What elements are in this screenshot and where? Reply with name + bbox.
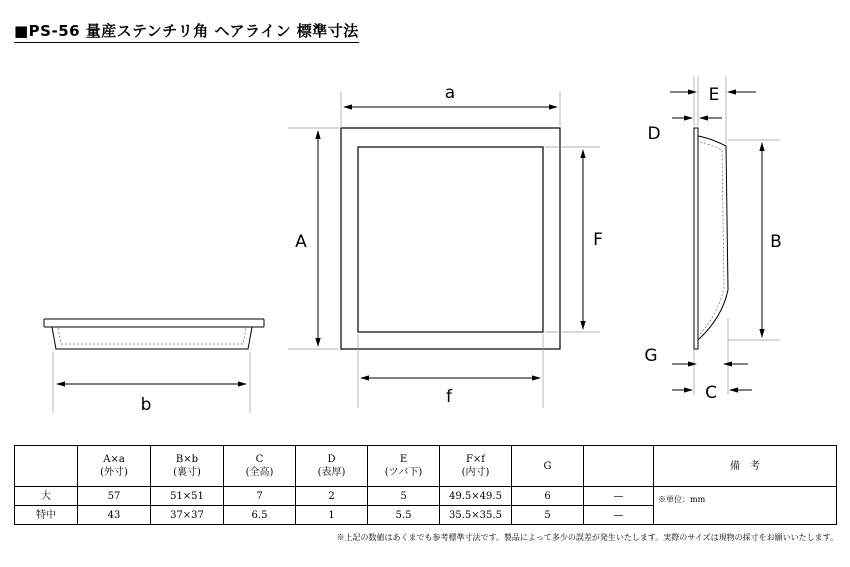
footnote: ※上記の数値はあくまでも参考標準寸法です。製品によって多少の誤差が発生いたします。実際のサイズは現物の採寸をお願いいたします。 <box>336 533 838 542</box>
side-profile-view <box>44 319 264 415</box>
table-cell: 6.5 <box>224 506 296 525</box>
dimension-label-C: C <box>705 383 717 403</box>
dimension-label-f: f <box>446 387 452 407</box>
table-cell: 51×51 <box>151 487 224 506</box>
header-cell-inner-size: F×f (内寸) <box>440 446 512 487</box>
dimension-label-b: b <box>140 395 152 415</box>
header-cell-outer-size: A×a (外寸) <box>78 446 151 487</box>
remarks-note: ※単位：mm <box>654 487 837 525</box>
page-title: ■PS-56 量産ステンチリ角 ヘアライン 標準寸法 <box>14 20 359 43</box>
front-view <box>288 83 603 408</box>
header-cell-face-thickness: D (表厚) <box>296 446 368 487</box>
header-cell-g: G <box>512 446 584 487</box>
header-cell-blank <box>584 446 654 487</box>
table-cell: — <box>584 487 654 506</box>
row-size-label: 大 <box>15 487 78 506</box>
header-cell-total-height: C (全高) <box>224 446 296 487</box>
dimension-label-E: E <box>708 85 720 105</box>
row-size-label: 特中 <box>15 506 78 525</box>
table-header-row <box>15 446 837 487</box>
table-cell: 57 <box>78 487 151 506</box>
dimension-label-D: D <box>647 124 661 144</box>
table-cell: 43 <box>78 506 151 525</box>
dimension-label-A: A <box>295 232 307 252</box>
table-cell: 1 <box>296 506 368 525</box>
dimension-label-G: G <box>644 346 658 366</box>
table-cell: 35.5×35.5 <box>440 506 512 525</box>
dimension-label-a: a <box>444 83 456 103</box>
table-row <box>15 487 837 506</box>
header-cell <box>15 446 78 487</box>
table-cell: 5 <box>368 487 440 506</box>
table-cell: 5.5 <box>368 506 440 525</box>
header-cell-back-size: B×b (裏寸) <box>151 446 224 487</box>
table-cell: — <box>584 506 654 525</box>
table-cell: 7 <box>224 487 296 506</box>
dimension-table <box>14 445 837 525</box>
table-cell: 2 <box>296 487 368 506</box>
dimension-label-F: F <box>593 230 603 250</box>
table-cell: 49.5×49.5 <box>440 487 512 506</box>
header-cell-remarks: 備 考 <box>654 446 837 487</box>
cross-section-view <box>644 76 781 403</box>
table-cell: 37×37 <box>151 506 224 525</box>
table-cell: 6 <box>512 487 584 506</box>
table-cell: 5 <box>512 506 584 525</box>
header-cell-under-flange: E (ツバ下) <box>368 446 440 487</box>
dimension-label-B: B <box>770 232 782 252</box>
